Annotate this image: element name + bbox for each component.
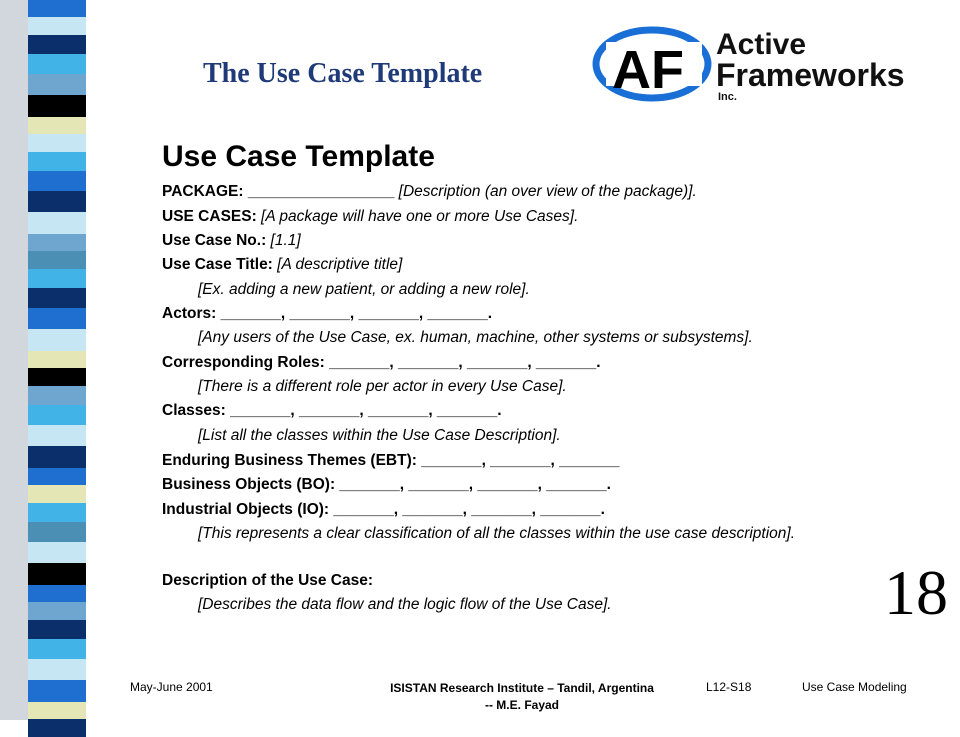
strip-block	[28, 74, 86, 95]
section-heading: Use Case Template	[162, 140, 435, 173]
template-line	[162, 231, 301, 250]
field-label: Actors: _______, _______, _______, _______.	[162, 305, 493, 322]
page-number: 18	[884, 557, 948, 628]
template-line	[198, 280, 530, 299]
strip-block	[28, 639, 86, 659]
template-line	[162, 571, 373, 590]
footer-institute-name: ISISTAN Research Institute – Tandil, Argentina	[390, 681, 654, 695]
field-description: [Describes the data flow and the logic flow of the Use Case].	[198, 596, 612, 613]
logo-text-frameworks: Frameworks	[716, 57, 905, 93]
footer-topic: Use Case Modeling	[802, 680, 907, 694]
field-description: [Description (an over view of the package)].	[394, 183, 697, 200]
strip-block	[28, 134, 86, 152]
strip-block	[28, 251, 86, 269]
strip-block	[28, 522, 86, 542]
decorative-block-strip	[0, 0, 86, 720]
strip-block	[28, 503, 86, 522]
template-line	[162, 353, 601, 372]
field-label: Business Objects (BO): _______, _______, _______, _______.	[162, 476, 611, 493]
logo-text-active: Active	[716, 28, 807, 61]
template-line	[198, 328, 753, 347]
template-line	[198, 377, 567, 396]
logo-text-inc: Inc.	[718, 91, 737, 103]
footer-slide-id: L12-S18	[706, 680, 752, 694]
strip-block	[28, 468, 86, 485]
field-description: [This represents a clear classification of all the classes within the use case description].	[198, 525, 796, 542]
strip-block	[28, 405, 86, 425]
template-line	[162, 475, 611, 494]
strip-block	[28, 171, 86, 191]
strip-block	[28, 17, 86, 35]
strip-block	[28, 602, 86, 620]
strip-block	[28, 54, 86, 74]
strip-block	[28, 269, 86, 288]
field-label: Description of the Use Case:	[162, 572, 374, 589]
strip-block	[28, 234, 86, 251]
template-line	[162, 401, 502, 420]
strip-block	[28, 329, 86, 351]
strip-block	[28, 351, 86, 368]
strip-block	[28, 680, 86, 702]
field-label: Enduring Business Themes (EBT): _______, _______, _______	[162, 452, 620, 469]
template-line	[198, 525, 858, 543]
strip-block	[28, 35, 86, 54]
template-line	[162, 304, 492, 323]
strip-block	[28, 117, 86, 134]
strip-block	[28, 191, 86, 212]
field-description: [A descriptive title]	[272, 256, 403, 273]
strip-block	[28, 95, 86, 117]
slide-title: The Use Case Template	[203, 58, 483, 89]
field-label: Corresponding Roles: _______, _______, _______, _______.	[162, 354, 601, 371]
strip-block	[28, 368, 86, 386]
field-description: [There is a different role per actor in every Use Case].	[198, 378, 567, 395]
field-label: Use Case No.:	[162, 232, 267, 249]
field-description: [Any users of the Use Case, ex. human, machine, other systems or subsystems].	[198, 329, 753, 346]
field-description: [List all the classes within the Use Case Description].	[198, 427, 561, 444]
active-frameworks-logo	[592, 26, 932, 104]
template-line	[198, 426, 561, 445]
strip-block	[28, 0, 86, 17]
template-line	[162, 451, 619, 470]
field-label: PACKAGE: _________________	[162, 183, 395, 200]
logo-letters: AF	[612, 40, 684, 100]
strip-block	[28, 485, 86, 503]
field-description: [1.1]	[266, 232, 301, 249]
field-label: Classes: _______, _______, _______, _______.	[162, 402, 502, 419]
footer-date: May-June 2001	[130, 680, 213, 694]
template-line	[198, 595, 612, 614]
strip-block	[28, 620, 86, 639]
strip-block	[28, 659, 86, 680]
field-label: Use Case Title:	[162, 256, 273, 273]
field-description: [Ex. adding a new patient, or adding a new role].	[198, 281, 530, 298]
strip-block	[28, 288, 86, 308]
strip-block	[28, 425, 86, 446]
field-label: USE CASES:	[162, 208, 257, 225]
field-description: [A package will have one or more Use Cases].	[256, 208, 579, 225]
strip-block	[28, 386, 86, 405]
strip-block	[28, 212, 86, 234]
template-line	[162, 255, 402, 274]
strip-block	[28, 719, 86, 737]
strip-block	[28, 702, 86, 719]
strip-block	[28, 585, 86, 602]
strip-block	[28, 152, 86, 171]
strip-block	[28, 542, 86, 563]
field-label: Industrial Objects (IO): _______, _______, _______, _______.	[162, 501, 605, 518]
footer-institute	[352, 680, 692, 714]
template-line	[162, 500, 605, 519]
strip-block	[28, 446, 86, 468]
template-line	[162, 207, 578, 226]
strip-block	[28, 308, 86, 329]
strip-block	[28, 563, 86, 585]
footer-author: -- M.E. Fayad	[484, 698, 559, 712]
template-line	[162, 182, 697, 201]
